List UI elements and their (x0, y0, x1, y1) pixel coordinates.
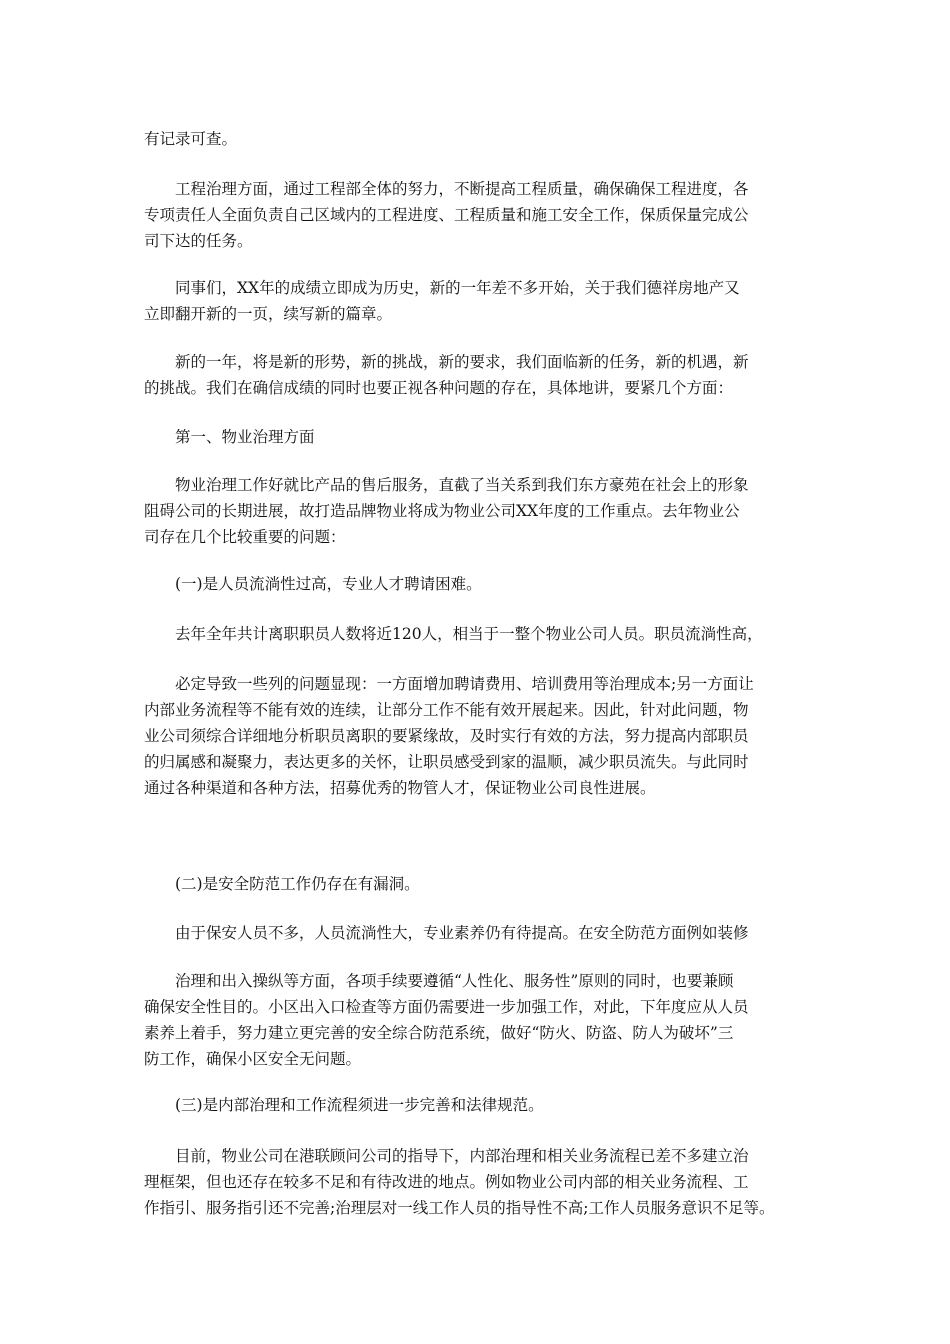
text-line: 去年全年共计离职职员人数将近120人，相当于一整个物业公司人员。职员流淌性高， (144, 625, 763, 643)
text-line: 防工作，确保小区安全无问题。 (144, 1050, 362, 1068)
paragraph (144, 275, 816, 327)
paragraph (144, 349, 816, 401)
text-line: 内部业务流程等不能有效的连续，让部分工作不能有效开展起来。因此，针对此问题，物 (144, 701, 749, 719)
text-line: 同事们，XX年的成绩立即成为历史，新的一年差不多开始，关于我们德祥房地产又 (144, 279, 740, 297)
paragraph (144, 1143, 816, 1221)
paragraph (144, 671, 816, 801)
text-line: 阻碍公司的长期进展，故打造品牌物业将成为物业公司XX年度的工作重点。去年物业公 (144, 502, 740, 520)
paragraph (144, 472, 816, 550)
text-line: 司下达的任务。 (144, 232, 253, 250)
text-line: 确保安全性目的。小区出入口检查等方面仍需要进一步加强工作，对此，下年度应从人员 (144, 998, 749, 1016)
text-line: 必定导致一些列的问题显现：一方面增加聘请费用、培训费用等治理成本;另一方面让 (144, 675, 754, 693)
text-line: 第一、物业治理方面 (144, 428, 315, 446)
paragraph (144, 126, 816, 152)
text-line: 有记录可查。 (144, 130, 238, 148)
paragraph (144, 176, 816, 254)
text-line: 的挑战。我们在确信成绩的同时也要正视各种问题的存在，具体地讲，要紧几个方面： (144, 379, 734, 397)
paragraph (144, 1092, 816, 1118)
document-page (144, 0, 816, 1344)
text-line: 由于保安人员不多，人员流淌性大，专业素养仍有待提高。在安全防范方面例如装修 (144, 924, 749, 942)
text-line: 通过各种渠道和各种方法，招募优秀的物管人才，保证物业公司良性进展。 (144, 779, 656, 797)
text-line: 作指引、服务指引还不完善;治理层对一线工作人员的指导性不高;工作人员服务意识不足等。 (144, 1199, 775, 1217)
paragraph (144, 621, 816, 647)
paragraph (144, 571, 816, 597)
text-line: 目前，物业公司在港联顾问公司的指导下，内部治理和相关业务流程已差不多建立治 (144, 1147, 749, 1165)
text-line: 的归属感和凝聚力，表达更多的关怀，让职员感受到家的温顺，减少职员流失。与此同时 (144, 753, 749, 771)
text-line: (二)是安全防范工作仍存在有漏洞。 (144, 875, 420, 893)
text-line: 立即翻开新的一页，续写新的篇章。 (144, 305, 393, 323)
section-heading (144, 424, 816, 450)
paragraph (144, 920, 816, 946)
text-line: 素养上着手，努力建立更完善的安全综合防范系统，做好“防火、防盗、防人为破坏”三 (144, 1024, 734, 1042)
text-line: 司存在几个比较重要的问题： (144, 528, 346, 546)
text-line: (三)是内部治理和工作流程须进一步完善和法律规范。 (144, 1096, 544, 1114)
paragraph (144, 871, 816, 897)
text-line: 新的一年，将是新的形势，新的挑战，新的要求，我们面临新的任务，新的机遇，新 (144, 353, 749, 371)
text-line: (一)是人员流淌性过高，专业人才聘请困难。 (144, 575, 482, 593)
text-line: 理框架，但也还存在较多不足和有待改进的地点。例如物业公司内部的相关业务流程、工 (144, 1173, 749, 1191)
paragraph (144, 968, 816, 1072)
text-line: 工程治理方面，通过工程部全体的努力，不断提高工程质量，确保确保工程进度，各 (144, 180, 749, 198)
text-line: 业公司须综合详细地分析职员离职的要紧缘故，及时实行有效的方法，努力提高内部职员 (144, 727, 749, 745)
text-line: 专项责任人全面负责自己区域内的工程进度、工程质量和施工安全工作，保质保量完成公 (144, 206, 749, 224)
text-line: 物业治理工作好就比产品的售后服务，直截了当关系到我们东方豪苑在社会上的形象 (144, 476, 749, 494)
text-line: 治理和出入操纵等方面，各项手续要遵循“人性化、服务性”原则的同时，也要兼顾 (144, 972, 734, 990)
